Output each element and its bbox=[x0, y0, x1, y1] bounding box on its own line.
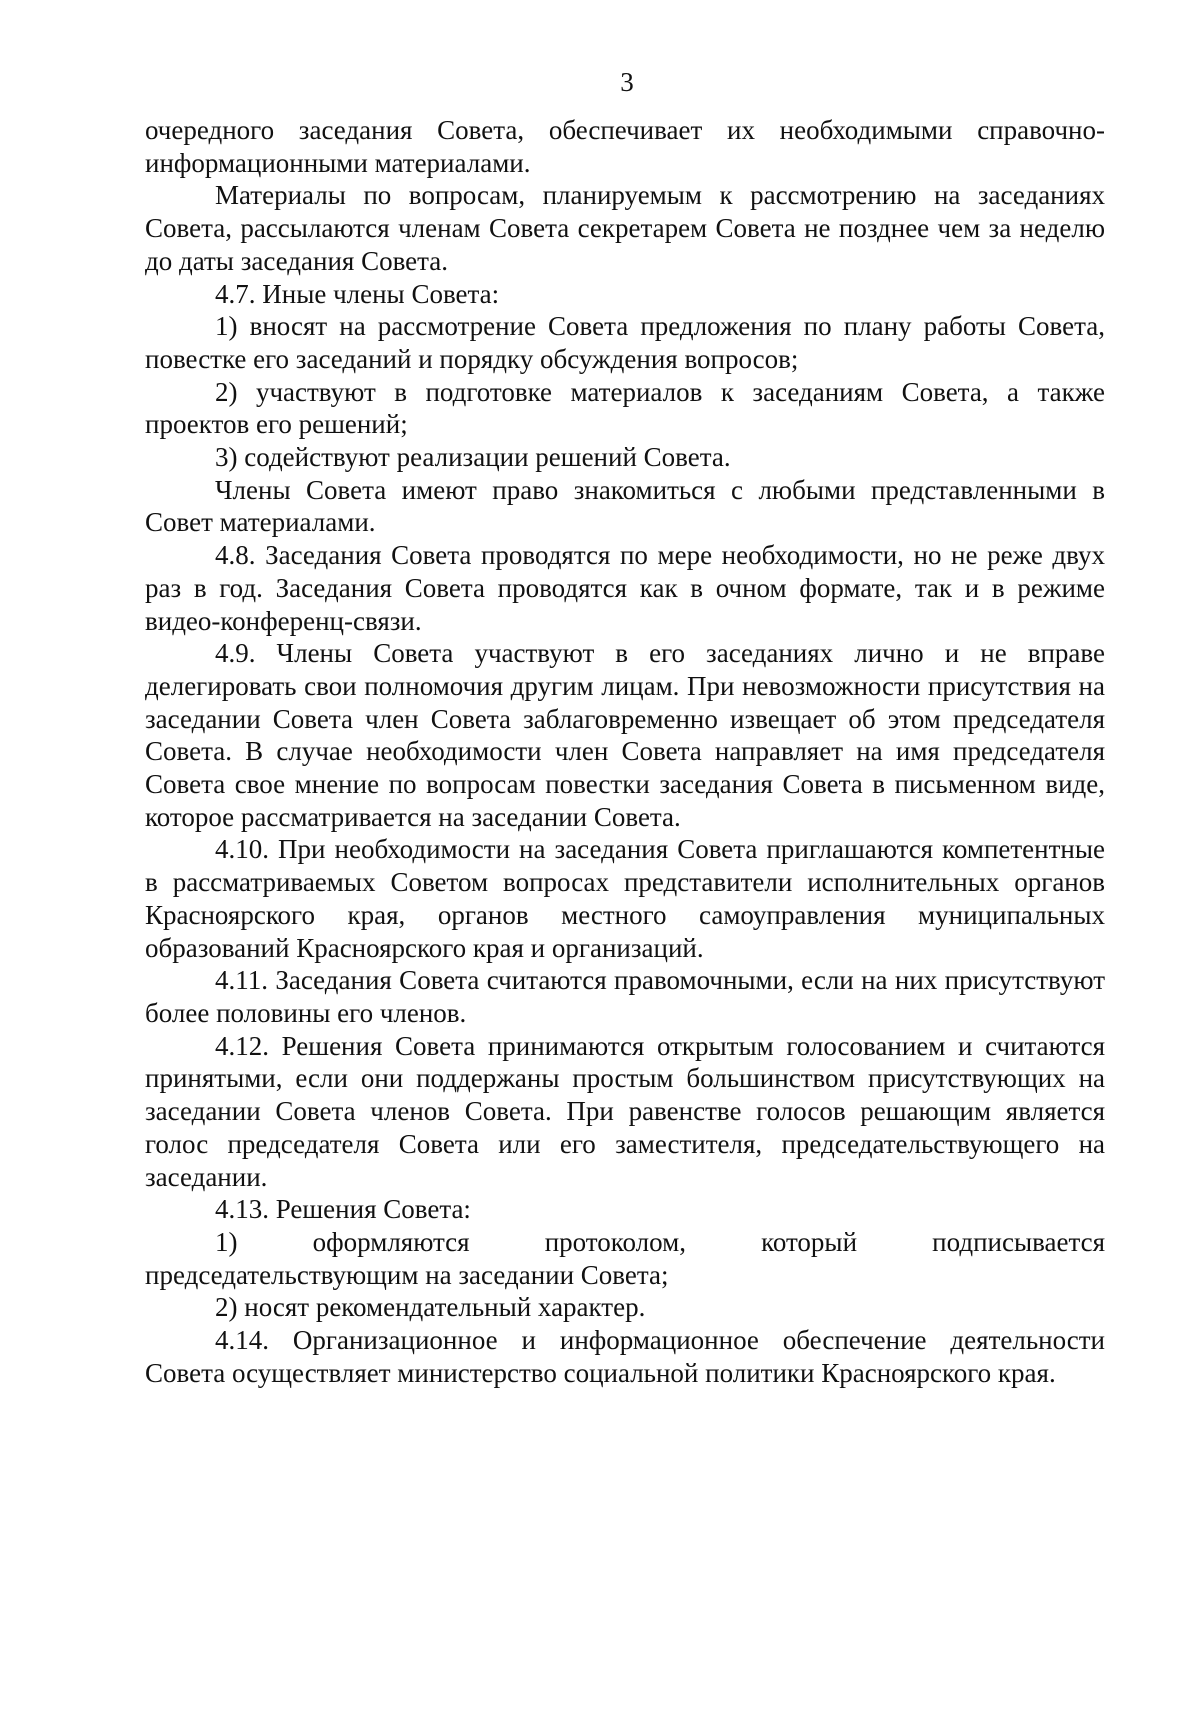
section-4-14: 4.14. Организационное и информационное обеспечение деятельности Совета осуществляет министерство социальной политики Красноярского края. bbox=[145, 1325, 1105, 1388]
section-4-7-heading: 4.7. Иные члены Совета: bbox=[215, 278, 500, 309]
paragraph-materials-distribution: Материалы по вопросам, планируемым к рассмотрению на заседаниях Совета, рассылаются членам Совета секретарем Совета не позднее чем за неделю до даты заседания Совета. bbox=[145, 180, 1105, 276]
list-item-4-7-1: 1) вносят на рассмотрение Совета предложения по плану работы Совета, повестке его заседаний и порядку обсуждения вопросов; bbox=[145, 311, 1105, 374]
section-4-12: 4.12. Решения Совета принимаются открытым голосованием и считаются принятыми, если они поддержаны простым большинством присутствующих на заседании Совета членов Совета. При равенстве голосов решающим является голос председателя Совета или его заместителя, председательствующего на заседании. bbox=[145, 1030, 1105, 1192]
document-body bbox=[145, 114, 1105, 1389]
list-item-4-13-1: 1) оформляются протоколом, который подписывается председательствующим на заседании Совета; bbox=[145, 1226, 1105, 1290]
list-item-4-7-3: 3) содействуют реализации решений Совета. bbox=[215, 442, 731, 473]
paragraph-continuation: очередного заседания Совета, обеспечивает их необходимыми справочно-информационными материалами. bbox=[145, 115, 1105, 178]
section-4-8: 4.8. Заседания Совета проводятся по мере необходимости, но не реже двух раз в год. Заседания Совета проводятся как в очном формате, так и в режиме видео-конференц-связи. bbox=[145, 540, 1105, 636]
section-4-11: 4.11. Заседания Совета считаются правомочными, если на них присутствуют более половины его членов. bbox=[145, 965, 1105, 1028]
section-4-10: 4.10. При необходимости на заседания Совета приглашаются компетентные в рассматриваемых Советом вопросах представители исполнительных органов Красноярского края, органов местного самоуправления муниципальных образований Красноярского края и организаций. bbox=[145, 834, 1105, 963]
page-number: 3 bbox=[620, 67, 634, 97]
list-item-4-13-2: 2) носят рекомендательный характер. bbox=[215, 1292, 646, 1323]
paragraph-members-rights: Члены Совета имеют право знакомиться с любыми представленными в Совет материалами. bbox=[145, 474, 1105, 538]
list-item-4-7-2: 2) участвуют в подготовке материалов к заседаниям Совета, а также проектов его решений; bbox=[145, 376, 1105, 440]
section-4-9: 4.9. Члены Совета участвуют в его заседаниях лично и не вправе делегировать свои полномочия другим лицам. При невозможности присутствия на заседании Совета член Совета заблаговременно извещает об этом председателя Совета. В случае необходимости член Совета направляет на имя председателя Совета свое мнение по вопросам повестки заседания Совета в письменном виде, которое рассматривается на заседании Совета. bbox=[145, 638, 1105, 832]
section-4-13-heading: 4.13. Решения Совета: bbox=[215, 1194, 471, 1225]
